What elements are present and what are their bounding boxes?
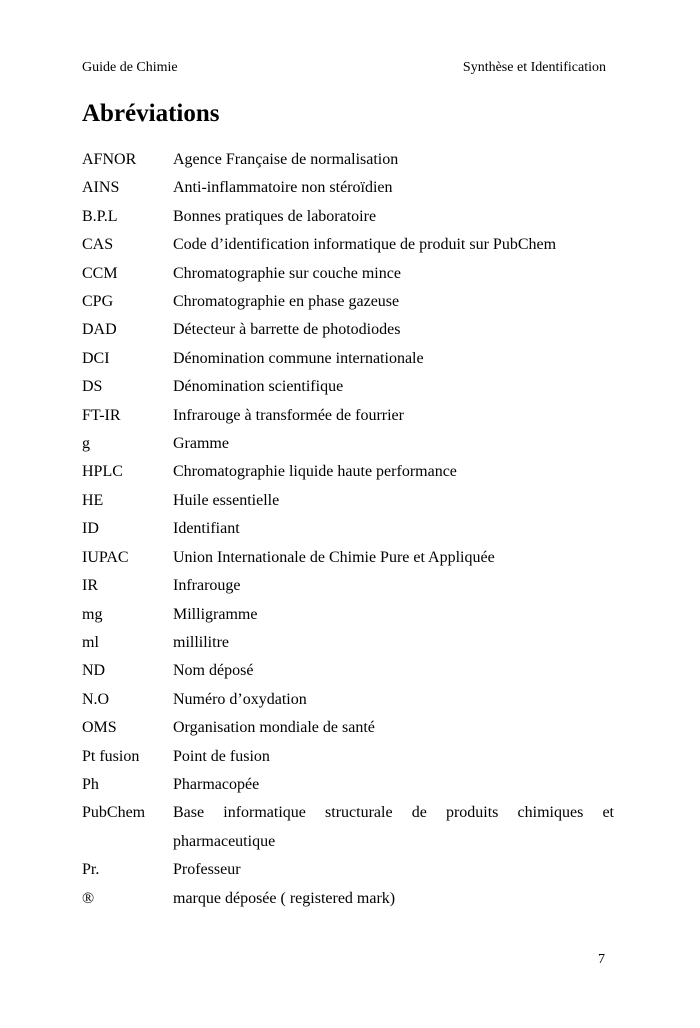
abbreviation-term: ® xyxy=(82,889,95,907)
abbreviation-term: DS xyxy=(82,378,103,396)
abbreviation-row xyxy=(82,771,614,799)
abbreviation-definition: Infrarouge à transformée de fourrier xyxy=(173,406,404,424)
abbreviation-term: CPG xyxy=(82,293,114,311)
abbreviation-definition: Milligramme xyxy=(173,605,258,623)
abbreviation-term: DAD xyxy=(82,321,117,339)
abbreviation-term: CAS xyxy=(82,236,114,254)
abbreviation-row xyxy=(82,515,614,543)
abbreviation-row xyxy=(82,856,614,884)
abbreviation-row xyxy=(82,402,614,430)
abbreviation-definition: Chromatographie sur couche mince xyxy=(173,264,401,282)
abbreviation-term: OMS xyxy=(82,719,117,737)
abbreviation-row xyxy=(82,629,614,657)
page-number: 7 xyxy=(598,952,605,967)
abbreviation-row xyxy=(82,799,614,856)
abbreviation-row xyxy=(82,174,614,202)
abbreviation-row xyxy=(82,657,614,685)
abbreviation-term: g xyxy=(82,435,90,453)
abbreviation-definition: Code d’identification informatique de produit sur PubChem xyxy=(173,236,557,254)
abbreviation-definition: Chromatographie liquide haute performance xyxy=(173,463,457,481)
abbreviation-definition: Dénomination scientifique xyxy=(173,378,344,396)
abbreviation-term: mg xyxy=(82,605,103,623)
abbreviation-row xyxy=(82,146,614,174)
abbreviation-term: IR xyxy=(82,577,98,595)
abbreviation-term: FT-IR xyxy=(82,406,121,424)
abbreviation-term: B.P.L xyxy=(82,207,118,225)
abbreviation-term: ND xyxy=(82,662,106,680)
abbreviation-definition: Dénomination commune internationale xyxy=(173,349,424,367)
abbreviation-row xyxy=(82,601,614,629)
abbreviation-row xyxy=(82,231,614,259)
abbreviation-definition: marque déposée ( registered mark) xyxy=(173,889,396,907)
abbreviation-term: PubChem xyxy=(82,804,146,822)
abbreviation-definition: Anti-inflammatoire non stéroïdien xyxy=(173,179,393,197)
abbreviation-row xyxy=(82,316,614,344)
abbreviation-definition: Identifiant xyxy=(173,520,240,538)
abbreviation-term: AINS xyxy=(82,179,120,197)
abbreviation-definition: Pharmacopée xyxy=(173,775,260,793)
abbreviation-row xyxy=(82,288,614,316)
abbreviation-definition: Organisation mondiale de santé xyxy=(173,719,375,737)
abbreviation-definition: Nom déposé xyxy=(173,662,254,680)
abbreviation-row xyxy=(82,544,614,572)
abbreviation-term: CCM xyxy=(82,264,118,282)
abbreviation-term: ID xyxy=(82,520,99,538)
abbreviation-term: Pr. xyxy=(82,861,100,879)
abbreviation-term: AFNOR xyxy=(82,151,137,168)
abbreviation-row xyxy=(82,487,614,515)
abbreviation-definition: millilitre xyxy=(173,633,229,651)
abbreviation-definition: Professeur xyxy=(173,861,241,879)
abbreviation-row xyxy=(82,743,614,771)
abbreviation-definition: Numéro d’oxydation xyxy=(173,690,307,708)
header-left-text: Guide de Chimie xyxy=(82,60,178,75)
header-right-text: Synthèse et Identification xyxy=(462,60,606,75)
abbreviation-term: Pt fusion xyxy=(82,747,140,765)
abbreviation-row xyxy=(82,345,614,373)
abbreviation-definition: Chromatographie en phase gazeuse xyxy=(173,293,400,311)
abbreviation-term: IUPAC xyxy=(82,548,129,566)
abbreviation-term: N.O xyxy=(82,690,110,708)
abbreviation-definition: Agence Française de normalisation xyxy=(173,151,399,168)
abbreviation-row xyxy=(82,458,614,486)
abbreviation-term: Ph xyxy=(82,775,99,793)
abbreviation-definition: Infrarouge xyxy=(173,577,241,595)
abbreviation-row xyxy=(82,885,614,913)
abbreviation-definition: Bonnes pratiques de laboratoire xyxy=(173,207,377,225)
abbreviation-row xyxy=(82,686,614,714)
abbreviation-row xyxy=(82,260,614,288)
abbreviation-row xyxy=(82,430,614,458)
abbreviation-definition: Union Internationale de Chimie Pure et Appliquée xyxy=(173,548,495,566)
abbreviation-definition: Base informatique structurale de produits chimiques et pharmaceutique xyxy=(173,804,614,850)
page-title: Abréviations xyxy=(82,100,220,127)
abbreviation-row xyxy=(82,203,614,231)
abbreviation-term: HPLC xyxy=(82,463,123,481)
abbreviation-term: HE xyxy=(82,491,104,509)
abbreviation-definition: Détecteur à barrette de photodiodes xyxy=(173,321,401,339)
abbreviation-list xyxy=(82,146,614,913)
abbreviation-row xyxy=(82,714,614,742)
abbreviation-term: DCI xyxy=(82,349,110,367)
abbreviation-row xyxy=(82,572,614,600)
abbreviation-definition: Huile essentielle xyxy=(173,491,280,509)
abbreviation-term: ml xyxy=(82,633,99,651)
abbreviation-row xyxy=(82,373,614,401)
abbreviation-definition: Gramme xyxy=(173,435,229,453)
abbreviation-definition: Point de fusion xyxy=(173,747,270,765)
